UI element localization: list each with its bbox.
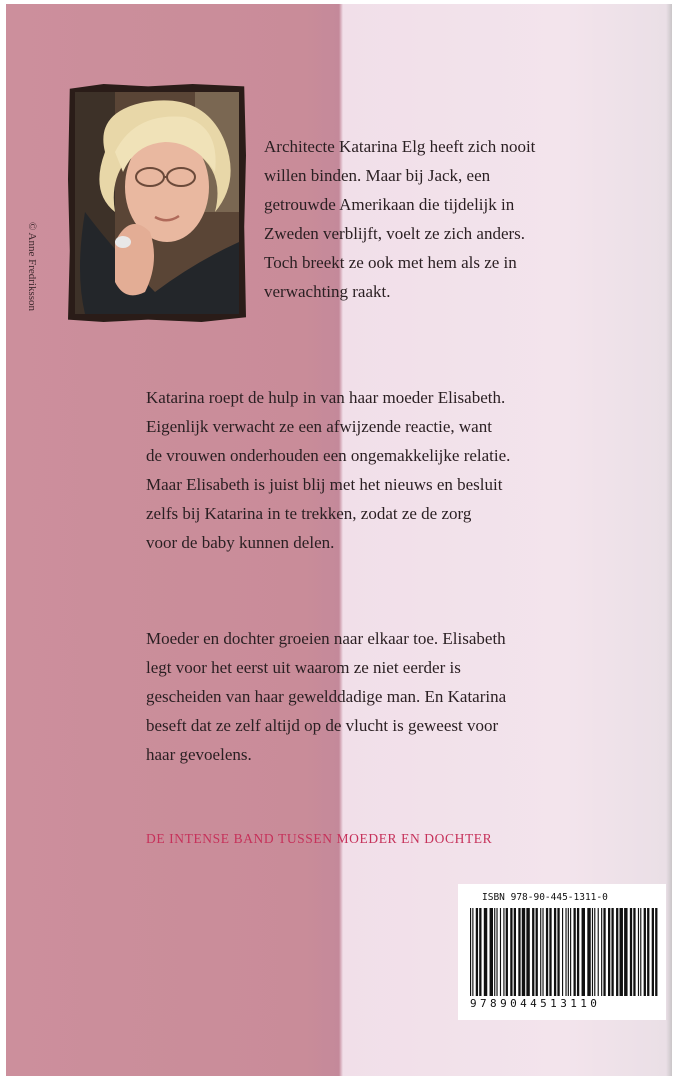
- text-line: Architecte Katarina Elg heeft zich nooit: [264, 137, 536, 156]
- barcode-bar: [582, 908, 585, 996]
- barcode-bar: [526, 908, 529, 996]
- barcode-bar: [598, 908, 599, 996]
- barcode-bar: [601, 908, 602, 996]
- barcode-bar: [630, 908, 632, 996]
- barcode-bar: [638, 908, 639, 996]
- text-line: gescheiden van haar gewelddadige man. En Katarina: [146, 687, 507, 706]
- barcode-bar: [549, 908, 551, 996]
- barcode-bar: [540, 908, 541, 996]
- text-line: haar gevoelens.: [146, 745, 252, 764]
- barcode-bar: [603, 908, 605, 996]
- barcode-bar: [510, 908, 512, 996]
- text-line: Maar Elisabeth is juist blij met het nieuws en besluit: [146, 475, 503, 494]
- barcode-bar: [570, 908, 571, 996]
- barcode-bar: [647, 908, 649, 996]
- author-photo-frame: [68, 84, 246, 322]
- barcode-bar: [514, 908, 516, 996]
- text-line: Zweden verblijft, voelt ze zich anders.: [264, 224, 526, 243]
- middle-paragraph: [146, 383, 626, 557]
- text-line: voor de baby kunnen delen.: [146, 533, 335, 552]
- barcode-bar: [608, 908, 610, 996]
- tagline: DE INTENSE BAND TUSSEN MOEDER EN DOCHTER: [146, 831, 493, 846]
- author-photo: [75, 92, 239, 314]
- barcode-sticker: [458, 884, 666, 1020]
- barcode-bar: [472, 908, 473, 996]
- barcode-bar: [479, 908, 481, 996]
- barcode-bar: [594, 908, 595, 996]
- barcode-bar: [644, 908, 646, 996]
- barcode-bar: [633, 908, 635, 996]
- barcode-bar: [562, 908, 563, 996]
- text-line: Eigenlijk verwacht ze een afwijzende reactie, want: [146, 417, 492, 436]
- book-back-cover: [6, 4, 672, 1076]
- barcode-bar: [652, 908, 654, 996]
- text-line: Katarina roept de hulp in van haar moeder Elisabeth.: [146, 388, 506, 407]
- barcode-bar: [565, 908, 566, 996]
- barcode-bar: [542, 908, 543, 996]
- barcode-bar: [476, 908, 478, 996]
- text-line: de vrouwen onderhouden een ongemakkelijke relatie.: [146, 446, 511, 465]
- barcode-bar: [494, 908, 495, 996]
- barcode-bar: [506, 908, 508, 996]
- barcode-bar: [536, 908, 538, 996]
- barcode-bar: [620, 908, 623, 996]
- barcode-bar: [616, 908, 618, 996]
- text-line: beseft dat ze zelf altijd op de vlucht is geweest voor: [146, 716, 499, 735]
- barcode-bar: [568, 908, 569, 996]
- text-line: willen binden. Maar bij Jack, een: [264, 166, 491, 185]
- barcode-bar: [611, 908, 613, 996]
- isbn-label: ISBN 978-90-445-1311-0: [482, 892, 608, 903]
- barcode-bar: [577, 908, 579, 996]
- barcode-bar: [532, 908, 534, 996]
- barcode-bar: [554, 908, 556, 996]
- text-line: zelfs bij Katarina in te trekken, zodat ze de zorg: [146, 504, 472, 523]
- barcode-bar: [592, 908, 593, 996]
- barcode-bar: [500, 908, 501, 996]
- barcode-digits: 9789044513110: [470, 997, 601, 1010]
- barcode-bar: [470, 908, 471, 996]
- barcode-bar: [546, 908, 548, 996]
- barcode-bar: [484, 908, 487, 996]
- text-line: Moeder en dochter groeien naar elkaar toe. Elisabeth: [146, 629, 506, 648]
- text-line: verwachting raakt.: [264, 282, 391, 301]
- barcode-bars: [468, 908, 658, 996]
- barcode-bar: [655, 908, 657, 996]
- photo-credit: © Anne Fredriksson: [26, 222, 38, 312]
- barcode-bar: [496, 908, 497, 996]
- text-line: legt voor het eerst uit waarom ze niet eerder is: [146, 658, 461, 677]
- barcode-bar: [640, 908, 641, 996]
- text-line: Toch breekt ze ook met hem als ze in: [264, 253, 517, 272]
- barcode-bar: [490, 908, 493, 996]
- barcode-bar: [574, 908, 576, 996]
- text-line: getrouwde Amerikaan die tijdelijk in: [264, 195, 515, 214]
- author-portrait-illustration: [75, 92, 239, 314]
- closing-paragraph: [146, 624, 626, 769]
- barcode-bar: [557, 908, 559, 996]
- barcode-bar: [587, 908, 590, 996]
- barcode-bar: [503, 908, 504, 996]
- intro-paragraph: [264, 132, 624, 306]
- barcode-bar: [624, 908, 627, 996]
- barcode-bar: [518, 908, 520, 996]
- barcode-bar: [522, 908, 525, 996]
